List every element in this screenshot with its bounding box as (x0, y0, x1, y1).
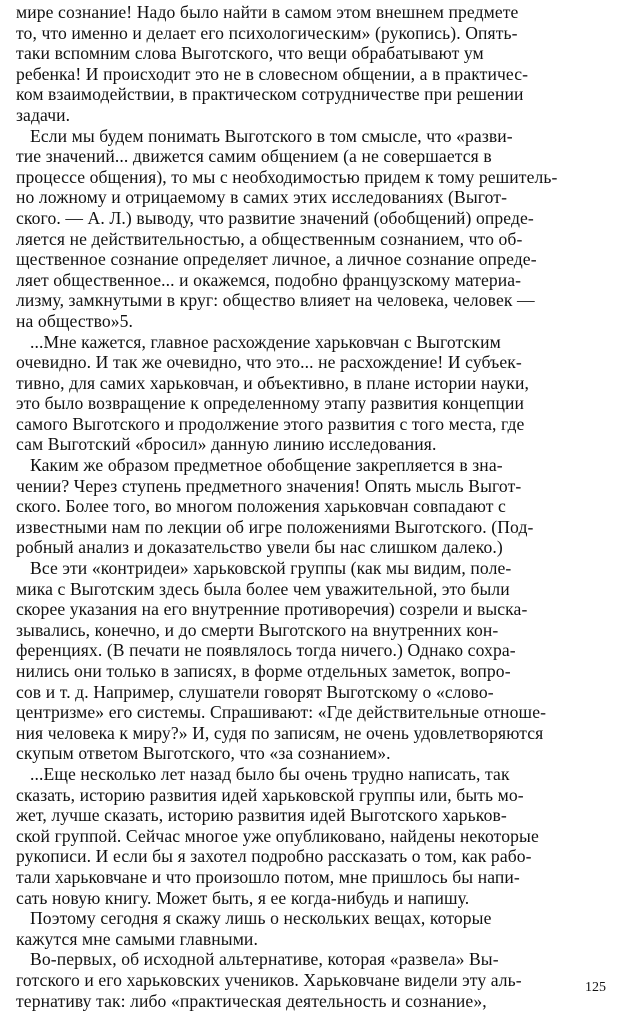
text-line: Если мы будем понимать Выготского в том смысле, что «разви- (16, 126, 606, 147)
page-body-text (16, 2, 606, 1011)
text-line: тернативу так: либо «практическая деятельность и сознание», (16, 991, 606, 1011)
text-line: скорее указания на его внутренние противоречия) созрели и выска- (16, 599, 606, 620)
text-line: нились они только в записях, в форме отдельных заметок, вопро- (16, 661, 606, 682)
text-line: ского. Более того, во многом положения харьковчан совпадают с (16, 496, 606, 517)
text-line: таки вспомним слова Выготского, что вещи обрабатывают ум (16, 43, 606, 64)
text-line: сать новую книгу. Может быть, я ее когда-нибудь и напишу. (16, 888, 606, 909)
text-line: самого Выготского и продолжение этого развития с того места, где (16, 414, 606, 435)
text-line: сов и т. д. Например, слушатели говорят Выготскому о «слово- (16, 682, 606, 703)
text-line: ...Мне кажется, главное расхождение харьковчан с Выготским (16, 332, 606, 353)
text-line: кажутся мне самыми главными. (16, 929, 606, 950)
text-line: Каким же образом предметное обобщение закрепляется в зна- (16, 455, 606, 476)
text-line: но ложному и отрицаемому в самих этих исследованиях (Выгот- (16, 187, 606, 208)
text-line: ком взаимодействии, в практическом сотрудничестве при решении (16, 84, 606, 105)
text-line: рукописи. И если бы я захотел подробно рассказать о том, как рабо- (16, 846, 606, 867)
text-line: ской группой. Сейчас многое уже опубликовано, найдены некоторые (16, 826, 606, 847)
text-line: сам Выготский «бросил» данную линию исследования. (16, 434, 606, 455)
text-line: мика с Выготским здесь была более чем уважительной, это были (16, 579, 606, 600)
text-line: готского и его харьковских учеников. Харьковчане видели эту аль- (16, 970, 606, 991)
text-line: ского. — А. Л.) выводу, что развитие значений (обобщений) опреде- (16, 208, 606, 229)
text-line: очевидно. И так же очевидно, что это... не расхождение! И субъек- (16, 352, 606, 373)
text-line: центризме» его системы. Спрашивают: «Где действительные отноше- (16, 702, 606, 723)
text-line: известными нам по лекции об игре положениями Выготского. (Под- (16, 517, 606, 538)
text-line: щественное сознание определяет личное, а личное сознание опреде- (16, 249, 606, 270)
text-line: ляет общественное... и окажемся, подобно французскому материа- (16, 270, 606, 291)
text-line: Во-первых, об исходной альтернативе, которая «развела» Вы- (16, 949, 606, 970)
text-line: на общество»5. (16, 311, 606, 332)
text-line: это было возвращение к определенному этапу развития концепции (16, 393, 606, 414)
text-line: тали харьковчане и что произошло потом, мне пришлось бы напи- (16, 867, 606, 888)
text-line: процессе общения), то мы с необходимостью придем к тому решитель- (16, 167, 606, 188)
text-line: мире сознание! Надо было найти в самом этом внешнем предмете (16, 2, 606, 23)
text-line: ференциях. (В печати не появлялось тогда ничего.) Однако сохра- (16, 640, 606, 661)
text-line: скупым ответом Выготского, что «за сознанием». (16, 743, 606, 764)
text-line: робный анализ и доказательство увели бы нас слишком далеко.) (16, 537, 606, 558)
text-line: лизму, замкнутыми в круг: общество влияет на человека, человек — (16, 290, 606, 311)
text-line: тие значений... движется самим общением (а не совершается в (16, 146, 606, 167)
text-line: ляется не действительностью, а общественным сознанием, что об- (16, 229, 606, 250)
text-line: зывались, конечно, и до смерти Выготского на внутренних кон- (16, 620, 606, 641)
text-line: Поэтому сегодня я скажу лишь о нескольких вещах, которые (16, 908, 606, 929)
text-line: задачи. (16, 105, 606, 126)
text-line: ...Еще несколько лет назад было бы очень трудно написать, так (16, 764, 606, 785)
text-line: ребенка! И происходит это не в словесном общении, а в практичес- (16, 64, 606, 85)
text-line: чении? Через ступень предметного значения! Опять мысль Выгот- (16, 476, 606, 497)
text-line: Все эти «контридеи» харьковской группы (как мы видим, поле- (16, 558, 606, 579)
text-line: тивно, для самих харьковчан, и объективно, в плане истории науки, (16, 373, 606, 394)
text-line: ния человека к миру?» И, судя по записям, не очень удовлетворяются (16, 723, 606, 744)
text-line: жет, лучше сказать, историю развития идей Выготского харьков- (16, 805, 606, 826)
text-line: то, что именно и делает его психологическим» (рукопись). Опять- (16, 23, 606, 44)
text-line: сказать, историю развития идей харьковской группы или, быть мо- (16, 785, 606, 806)
page-number: 125 (585, 980, 606, 996)
